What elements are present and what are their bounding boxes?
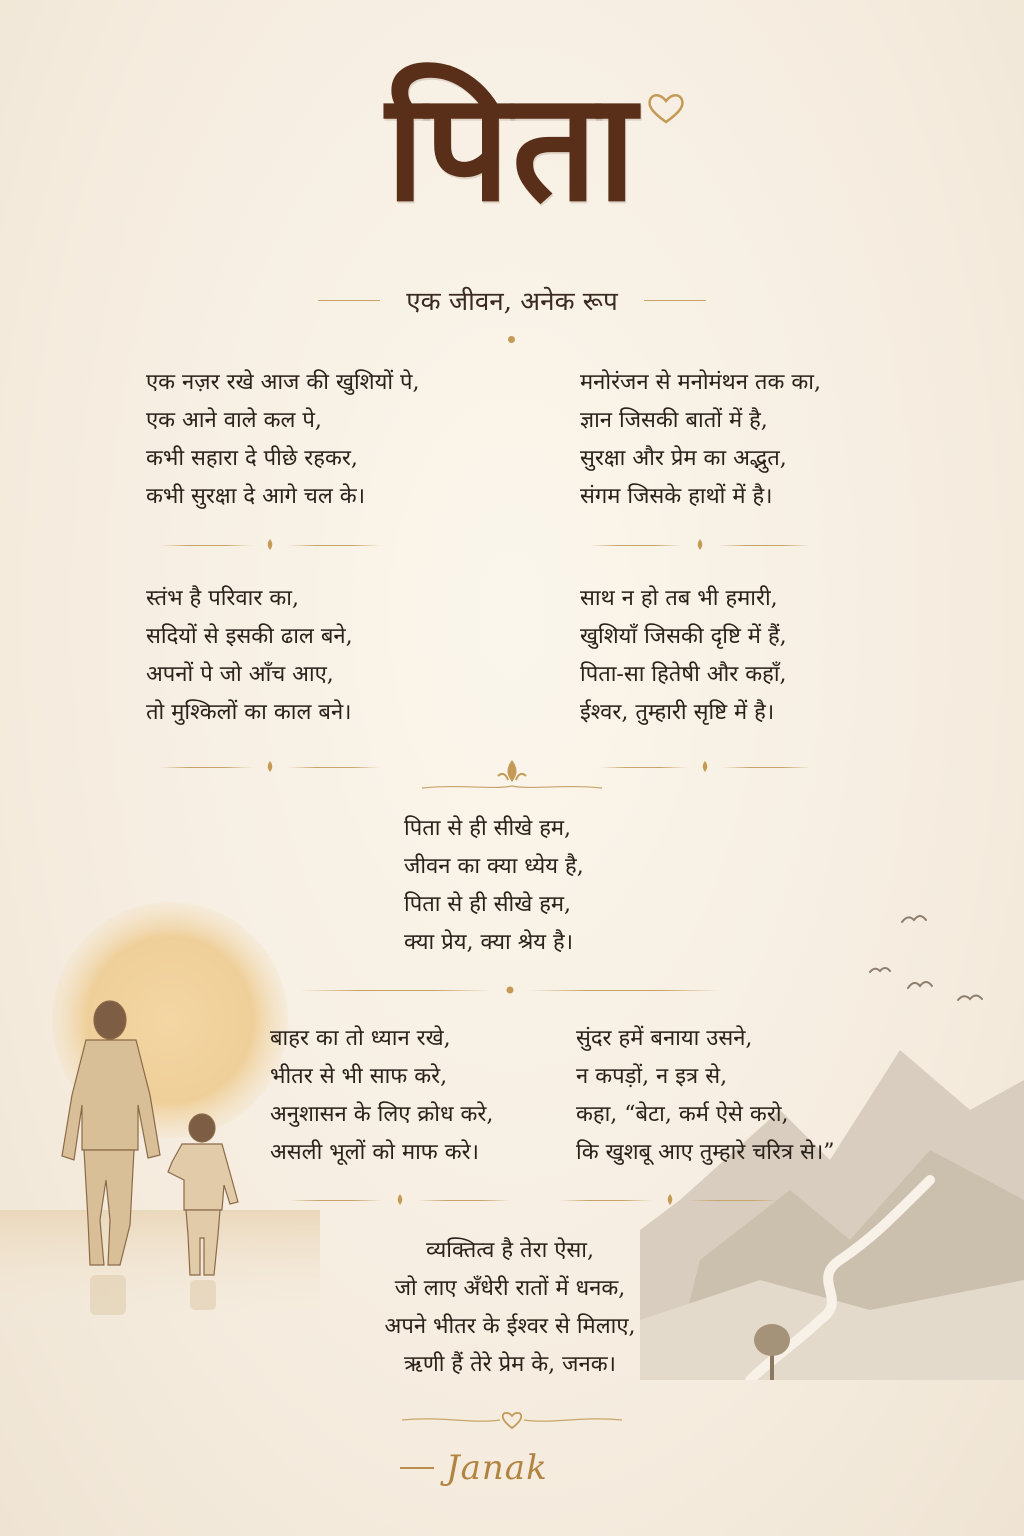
leaf-ornament-icon xyxy=(697,760,713,774)
verse-line: एक आने वाले कल पे, xyxy=(146,408,322,433)
verse-line: अनुशासन के लिए क्रोध करे, xyxy=(270,1102,494,1127)
signature-dash xyxy=(400,1467,434,1469)
leaf-ornament-icon xyxy=(662,1193,678,1207)
verse-line: व्यक्तित्व है तेरा ऐसा, xyxy=(425,1238,594,1263)
verse-line: सुंदर हमें बनाया उसने, xyxy=(576,1026,753,1051)
poster-title: पिता xyxy=(385,59,639,235)
verse-line: अपनों पे जो आँच आए, xyxy=(146,662,334,687)
poster-subtitle: एक जीवन, अनेक रूप xyxy=(406,287,618,317)
divider xyxy=(590,538,810,552)
divider xyxy=(160,538,380,552)
verse-line: अपने भीतर के ईश्वर से मिलाए, xyxy=(384,1314,636,1339)
heart-icon xyxy=(642,88,690,128)
verse-line: जो लाए अँधेरी रातों में धनक, xyxy=(394,1276,626,1301)
dot-ornament-icon xyxy=(502,983,518,997)
heart-icon xyxy=(503,1413,521,1428)
verse-line: खुशियाँ जिसकी दृष्टि में हैं, xyxy=(580,624,787,649)
center-flourish-icon xyxy=(412,756,612,796)
verse-line: सदियों से इसकी ढाल बने, xyxy=(146,624,353,649)
divider xyxy=(300,983,720,997)
leaf-ornament-icon xyxy=(262,538,278,552)
stanza-8 xyxy=(360,1232,660,1384)
leaf-ornament-icon xyxy=(392,1193,408,1207)
birds-icon xyxy=(870,916,982,1000)
subtitle-row xyxy=(0,278,1024,322)
verse-line: कभी सुरक्षा दे आगे चल के। xyxy=(146,484,366,509)
verse-line: सुरक्षा और प्रेम का अद्भुत, xyxy=(580,446,787,471)
heart-divider xyxy=(392,1408,632,1432)
stanza-7 xyxy=(576,1020,835,1172)
stanza-2 xyxy=(580,364,821,516)
verse-line: पिता से ही सीखे हम, xyxy=(404,892,572,917)
divider xyxy=(600,760,810,774)
verse-line: पिता-सा हितेषी और कहाँ, xyxy=(580,662,787,687)
verse-line: असली भूलों को माफ करे। xyxy=(270,1140,479,1165)
signature xyxy=(400,1440,630,1496)
verse-line: साथ न हो तब भी हमारी, xyxy=(580,586,778,611)
leaf-ornament-icon xyxy=(692,538,708,552)
verse-line: बाहर का तो ध्यान रखे, xyxy=(270,1026,451,1051)
verse-line: क्या प्रेय, क्या श्रेय है। xyxy=(404,930,574,955)
stanza-1 xyxy=(146,364,420,516)
verse-line: कि खुशबू आए तुम्हारे चरित्र से।” xyxy=(576,1140,835,1165)
verse-line: एक नज़र रखे आज की खुशियों पे, xyxy=(146,370,420,395)
verse-line: तो मुश्किलों का काल बने। xyxy=(146,700,352,725)
verse-line: ज्ञान जिसकी बातों में है, xyxy=(580,408,768,433)
stanza-6 xyxy=(270,1020,493,1172)
stanza-5 xyxy=(404,810,584,962)
verse-line: ऋणी हैं तेरे प्रेम के, जनक। xyxy=(404,1352,616,1377)
subtitle-rule-right xyxy=(644,300,706,301)
verse-line: जीवन का क्या ध्येय है, xyxy=(404,854,584,879)
verse-line: न कपड़ों, न इत्र से, xyxy=(576,1064,728,1089)
divider xyxy=(290,1193,510,1207)
divider xyxy=(560,1193,780,1207)
verse-line: कहा, “बेटा, कर्म ऐसे करो, xyxy=(576,1102,789,1127)
verse-line: कभी सहारा दे पीछे रहकर, xyxy=(146,446,358,471)
verse-line: पिता से ही सीखे हम, xyxy=(404,816,572,841)
signature-name: Janak xyxy=(446,1448,548,1488)
divider xyxy=(160,760,380,774)
verse-line: भीतर से भी साफ करे, xyxy=(270,1064,448,1089)
dot-ornament xyxy=(508,336,515,343)
stanza-4 xyxy=(580,580,787,732)
leaf-ornament-icon xyxy=(262,760,278,774)
verse-line: स्तंभ है परिवार का, xyxy=(146,586,299,611)
verse-line: संगम जिसके हाथों में है। xyxy=(580,484,773,509)
stanza-3 xyxy=(146,580,353,732)
verse-line: मनोरंजन से मनोमंथन तक का, xyxy=(580,370,821,395)
verse-line: ईश्वर, तुम्हारी सृष्टि में है। xyxy=(580,700,775,725)
subtitle-rule-left xyxy=(318,300,380,301)
